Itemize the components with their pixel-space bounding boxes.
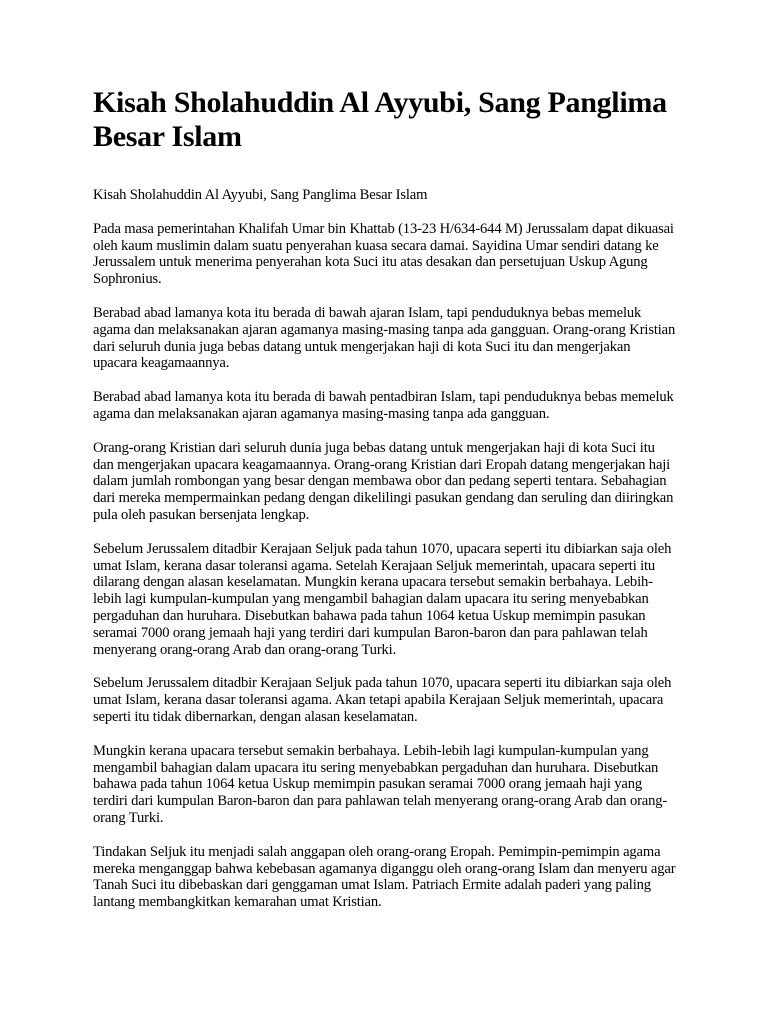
paragraph: Tindakan Seljuk itu menjadi salah anggapan oleh orang-orang Eropah. Pemimpin-pemimpin agama mereka menganggap bahwa kebebasan agamanya diganggu oleh orang-orang Islam dan menyeru agar Tanah Suci itu dibebaskan dari genggaman umat Islam. Patriach Ermite adalah paderi yang paling lantang membangkitkan kemarahan umat Kristian. [93, 843, 676, 911]
paragraph: Orang-orang Kristian dari seluruh dunia juga bebas datang untuk mengerjakan haji di kota Suci itu dan mengerjakan upacara keagamaannya. Orang-orang Kristian dari Eropah datang mengerjakan haji dalam jumlah rombongan yang besar dengan membawa obor dan pedang seperti tentara. Sebahagian dari mereka mempermainkan pedang dengan dikelilingi pasukan gendang dan seruling dan diiringkan pula oleh pasukan bersenjata lengkap. [93, 439, 674, 523]
document-title: Kisah Sholahuddin Al Ayyubi, Sang Panglima Besar Islam [93, 86, 667, 153]
paragraph: Sebelum Jerussalem ditadbir Kerajaan Seljuk pada tahun 1070, upacara seperti itu dibiarkan saja oleh umat Islam, kerana dasar toleransi agama. Akan tetapi apabila Kerajaan Seljuk memerintah, upacara seperti itu tidak dibernarkan, dengan alasan keselamatan. [93, 675, 672, 725]
paragraph: Berabad abad lamanya kota itu berada di bawah ajaran Islam, tapi penduduknya bebas memeluk agama dan melaksanakan ajaran agamanya masing-masing tanpa ada gangguan. Orang-orang Kristian dari seluruh dunia juga bebas datang untuk mengerjakan haji di kota Suci itu dan mengerjakan upacara keagamaannya. [93, 304, 676, 372]
paragraph: Mungkin kerana upacara tersebut semakin berbahaya. Lebih-lebih lagi kumpulan-kumpulan yang mengambil bahagian dalam upacara itu sering menyebabkan pergaduhan dan huruhara. Disebutkan bahawa pada tahun 1064 ketua Uskup memimpin pasukan seramai 7000 orang jemaah haji yang terdiri dari kumpulan Baron-baron dan para pahlawan telah menyerang orang-orang Arab dan orang-orang Turki. [93, 742, 668, 826]
paragraph-subtitle: Kisah Sholahuddin Al Ayyubi, Sang Panglima Besar Islam [93, 187, 428, 203]
paragraph: Sebelum Jerussalem ditadbir Kerajaan Seljuk pada tahun 1070, upacara seperti itu dibiarkan saja oleh umat Islam, kerana dasar toleransi agama. Setelah Kerajaan Seljuk memerintah, upacara seperti itu dilarang dengan alasan keselamatan. Mungkin kerana upacara tersebut semakin berbahaya. Lebih-lebih lagi kumpulan-kumpulan yang mengambil bahagian dalam upacara itu sering menyebabkan pergaduhan dan huruhara. Disebutkan bahawa pada tahun 1064 ketua Uskup memimpin pasukan seramai 7000 orang jemaah haji yang terdiri dari kumpulan Baron-baron dan para pahlawan telah menyerang orang-orang Arab dan orang-orang Turki. [93, 540, 672, 658]
paragraph: Berabad abad lamanya kota itu berada di bawah pentadbiran Islam, tapi penduduknya bebas memeluk agama dan melaksanakan ajaran agamanya masing-masing tanpa ada gangguan. [93, 389, 674, 422]
document-body [93, 187, 678, 928]
paragraph: Pada masa pemerintahan Khalifah Umar bin Khattab (13-23 H/634-644 M) Jerussalam dapat dikuasai oleh kaum muslimin dalam suatu penyerahan kuasa secara damai. Sayidina Umar sendiri datang ke Jerussalem untuk menerima penyerahan kota Suci itu atas desakan dan persetujuan Uskup Agung Sophronius. [93, 220, 674, 288]
